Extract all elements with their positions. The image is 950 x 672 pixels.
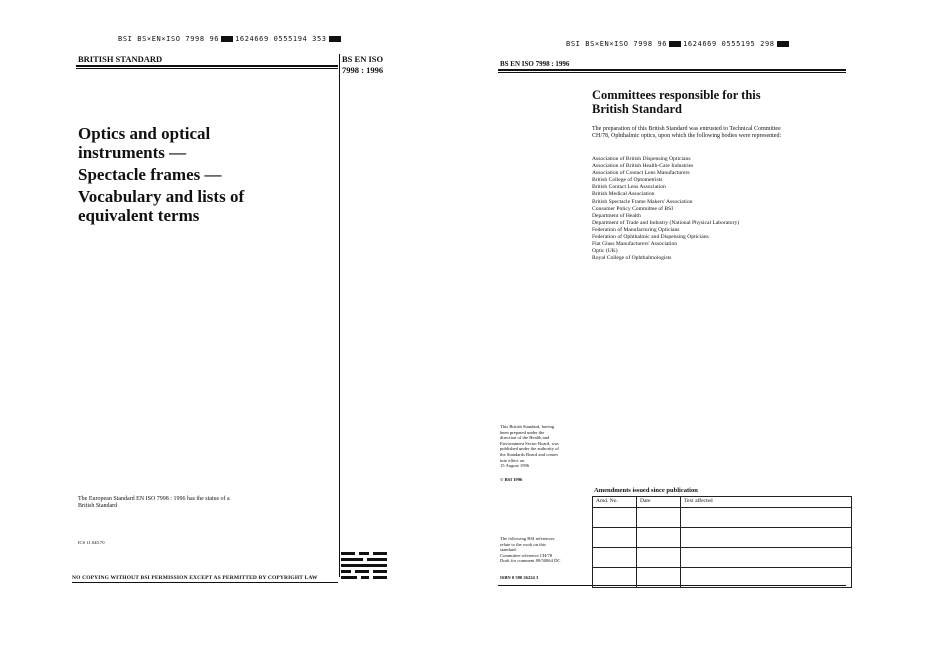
table-row: [593, 508, 852, 528]
table-row: [593, 548, 852, 568]
publication-note: This British Standard, having been prepared under the direction of the Health and Environment Sector Board, was published under the authority of the Standards Board and comes into effect on 15 August 1996: [500, 424, 559, 469]
table-row: [593, 528, 852, 548]
table-header-cell: Amd. No.: [593, 497, 637, 508]
list-item: Flat Glass Manufacturers' Association: [592, 241, 678, 248]
table-header-cell: Date: [637, 497, 681, 508]
list-item: Federation of Manufacturing Opticians: [592, 226, 680, 233]
isbn: ISBN 0 580 26224 3: [500, 575, 539, 580]
list-item: Optic (UK): [592, 248, 618, 255]
list-item: Department of Health: [592, 212, 641, 219]
right-header-rule-thin: [498, 72, 846, 73]
committees-heading: Committees responsible for this British Standard: [592, 88, 761, 116]
left-vertical-rule: [339, 54, 340, 577]
references-note: The following BSI references relate to the work on this standard: Committee reference CH/78 Draft for comment 89/50064 DC: [500, 536, 561, 564]
copyright-notice: NO COPYING WITHOUT BSI PERMISSION EXCEPT AS PERMITTED BY COPYRIGHT LAW: [72, 575, 318, 581]
committees-intro: The preparation of this British Standard was entrusted to Technical Committee CH/78, Ophthalmic optics, upon which the following bodies were represented:: [592, 126, 782, 140]
list-item: British Spectacle Frame Makers' Association: [592, 198, 693, 205]
bsi-copyright: © BSI 1996: [500, 477, 523, 482]
list-item: Department of Trade and Industry (National Physical Laboratory): [592, 219, 740, 226]
list-item: Consumer Policy Committee of BSI: [592, 205, 674, 212]
right-header-rule: [498, 69, 846, 71]
ics-code: ICS 11.040.70: [78, 540, 105, 545]
right-code-line: BSI BS×EN×ISO 7998 96 1624669 0555195 298: [566, 40, 791, 48]
amendments-title: Amendments issued since publication: [594, 487, 698, 494]
status-statement: The European Standard EN ISO 7998 : 1996 has the status of a British Standard: [78, 496, 230, 510]
list-item: Royal College of Ophthalmologists: [592, 255, 672, 262]
table-header-cell: Text affected: [681, 497, 852, 508]
list-item: British College of Optometrists: [592, 177, 663, 184]
copyright-rule: [72, 582, 338, 583]
organization-list: [592, 156, 739, 262]
list-item: British Contact Lens Association: [592, 184, 666, 191]
list-item: Association of Contact Lens Manufacturers: [592, 170, 690, 177]
left-header-rule: [76, 65, 338, 67]
list-item: Association of British Dispensing Opticians: [592, 156, 691, 162]
document-title: Optics and optical instruments — Spectacle frames — Vocabulary and lists of equivalent terms: [78, 124, 245, 225]
left-standard-number: BS EN ISO 7998 : 1996: [342, 54, 384, 75]
left-code-line: BSI BS×EN×ISO 7998 96 1624669 0555194 353: [118, 35, 343, 43]
list-item: Federation of Ophthalmic and Dispensing Opticians: [592, 234, 709, 241]
bsi-logo: [341, 552, 389, 584]
list-item: British Medical Association: [592, 191, 655, 198]
right-header-label: BS EN ISO 7998 : 1996: [500, 60, 570, 68]
left-header-label: BRITISH STANDARD: [78, 54, 163, 64]
amendments-table: [592, 496, 852, 588]
left-header-rule-thin: [76, 68, 338, 69]
table-row: [593, 568, 852, 588]
list-item: Association of British Health-Care Industries: [592, 163, 694, 170]
